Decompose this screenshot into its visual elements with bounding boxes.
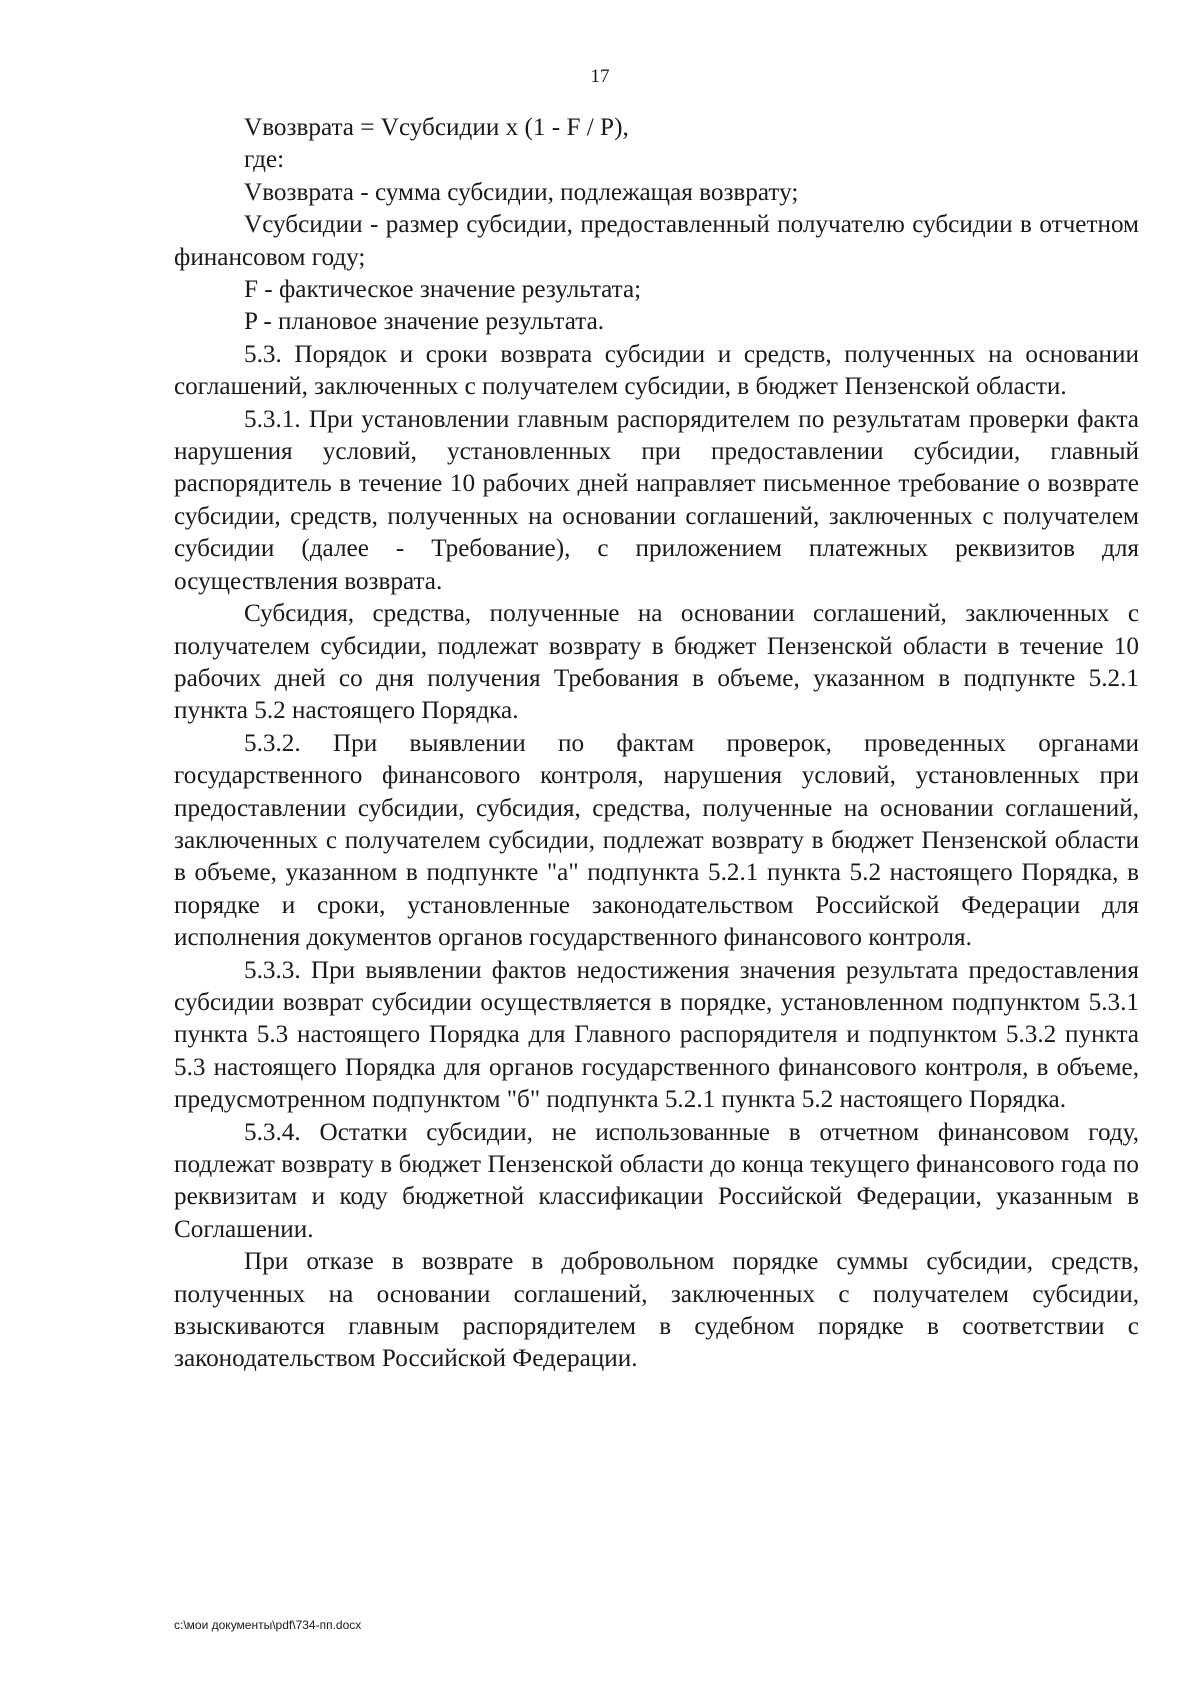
clause-refusal: При отказе в возврате в добровольном порядке суммы субсидии, средств, полученных на основании соглашений, заключенных с получателем субсидии, взыскиваются главным распорядителем в судебном порядке в соответствии с законодательством Российской Федерации. [174, 1248, 1139, 1373]
document-body [174, 112, 1139, 1376]
clause-5-3: 5.3. Порядок и сроки возврата субсидии и средств, полученных на основании соглашений, заключенных с получателем субсидии, в бюджет Пензенской области. [174, 340, 1139, 401]
definition-f: F - фактическое значение результата; [244, 276, 642, 304]
clause-5-3-2: 5.3.2. При выявлении по фактам проверок, проведенных органами государственного финансового контроля, нарушения условий, установленных при предоставлении субсидии, субсидия, средства, полученные на основании соглашений, заключенных с получателем субсидии, подлежат возврату в бюджет Пензенской области в объеме, указанном в подпункте "а" подпункта 5.2.1 пункта 5.2 настоящего Порядка, в порядке и сроки, установленные законодательством Российской Федерации для исполнения документов органов государственного финансового контроля. [174, 729, 1139, 952]
clause-5-3-1-continued: Субсидия, средства, полученные на основании соглашений, заключенных с получателем субсидии, подлежат возврату в бюджет Пензенской области в течение 10 рабочих дней со дня получения Требования в объеме, указанном в подпункте 5.2.1 пункта 5.2 настоящего Порядка. [174, 600, 1139, 725]
footer-file-path: c:\мои документы\pdf\734-пп.docx [174, 1618, 362, 1632]
clause-5-3-4: 5.3.4. Остатки субсидии, не использованные в отчетном финансовом году, подлежат возврату в бюджет Пензенской области до конца текущего финансового года по реквизитам и коду бюджетной классификации Российской Федерации, указанным в Соглашении. [174, 1118, 1139, 1243]
definition-v-subsidy: Vсубсидии - размер субсидии, предоставленный получателю субсидии в отчетном финансовом году; [174, 211, 1139, 271]
where-label: где: [244, 146, 285, 174]
page-number: 17 [590, 66, 610, 87]
clause-5-3-1: 5.3.1. При установлении главным распорядителем по результатам проверки факта нарушения условий, установленных при предоставлении субсидии, главный распорядитель в течение 10 рабочих дней направляет письменное требование о возврате субсидии, средств, полученных на основании соглашений, заключенных с получателем субсидии (далее - Требование), с приложением платежных реквизитов для осуществления возврата. [174, 405, 1139, 595]
definition-v-return: Vвозврата - сумма субсидии, подлежащая возврату; [244, 178, 799, 206]
definition-p: P - плановое значение результата. [244, 308, 605, 336]
formula-line: Vвозврата = Vсубсидии x (1 - F / P), [244, 114, 629, 141]
clause-5-3-3: 5.3.3. При выявлении фактов недостижения значения результата предоставления субсидии возврат субсидии осуществляется в порядке, установленном подпунктом 5.3.1 пункта 5.3 настоящего Порядка для Главного распорядителя и подпунктом 5.3.2 пункта 5.3 настоящего Порядка для органов государственного финансового контроля, в объеме, предусмотренном подпунктом "б" подпункта 5.2.1 пункта 5.2 настоящего Порядка. [174, 956, 1139, 1114]
